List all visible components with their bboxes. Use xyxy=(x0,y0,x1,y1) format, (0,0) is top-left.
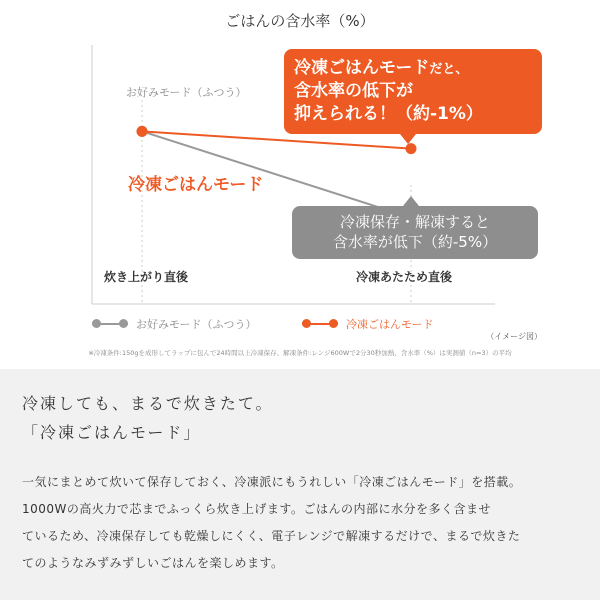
body-line-4: てのようなみずみずしいごはんを楽しめます。 xyxy=(22,556,284,570)
gray-callout xyxy=(292,206,538,259)
gray-callout-line-2: 含水率が低下（約-5%） xyxy=(332,233,498,252)
series-line-1 xyxy=(142,131,411,148)
gray-callout-line-1: 冷凍保存・解凍すると xyxy=(339,213,490,231)
body-text xyxy=(22,469,582,577)
footnote: ※冷凍条件:150gを成形してラップに包んで24時間以上冷凍保存、解凍条件:レンジ600Wで2分30秒加熱、含水率（%）は実測値（n=3）の平均 xyxy=(88,349,512,357)
legend-item-orange xyxy=(302,316,434,332)
chart-title: ごはんの含水率（%） xyxy=(225,12,375,30)
headline-line-2: 「冷凍ごはんモード」 xyxy=(22,423,202,442)
series-label-gray: お好みモード（ふつう） xyxy=(126,86,247,99)
x-tick-label-1: 冷凍あたため直後 xyxy=(356,270,453,284)
body-line-2: 1000Wの高火力で芯までふっくら炊き上げます。ごはんの内部に水分を多く含ませ xyxy=(22,502,491,516)
image-note: （イメージ図） xyxy=(486,332,542,341)
legend-item-gray xyxy=(92,316,257,332)
legend-label-gray: お好みモード（ふつう） xyxy=(136,318,257,331)
callout-line-2: 含水率の低下が xyxy=(294,80,413,101)
headline-line-1: 冷凍しても、まるで炊きたて。 xyxy=(22,394,274,413)
legend-label-orange: 冷凍ごはんモード xyxy=(346,318,434,331)
legend-swatch-gray xyxy=(92,319,128,329)
callout-em: 冷凍ごはんモード xyxy=(294,58,430,78)
callout-line-3-small: （約-1%） xyxy=(396,103,483,124)
description-section xyxy=(0,369,600,600)
callout-suffix: だと、 xyxy=(429,62,469,77)
body-line-1: 一気にまとめて炊いて保存しておく、冷凍派にもうれしい「冷凍ごはんモード」を搭載。 xyxy=(22,475,522,489)
data-point-1-0 xyxy=(137,126,148,137)
legend-swatch-orange xyxy=(302,319,338,329)
data-point-1-1 xyxy=(406,143,417,154)
headline xyxy=(22,389,274,447)
callout-arrow xyxy=(400,134,416,144)
x-tick-label-0: 炊き上がり直後 xyxy=(104,270,189,284)
gray-callout-arrow xyxy=(403,196,419,206)
orange-callout xyxy=(284,49,542,134)
callout-line-3: 抑えられる！ xyxy=(294,103,396,124)
series-label-orange: 冷凍ごはんモード xyxy=(128,175,264,195)
body-line-3: ているため、冷凍保存しても乾燥しにくく、電子レンジで解凍するだけで、まるで炊きた xyxy=(22,529,521,543)
